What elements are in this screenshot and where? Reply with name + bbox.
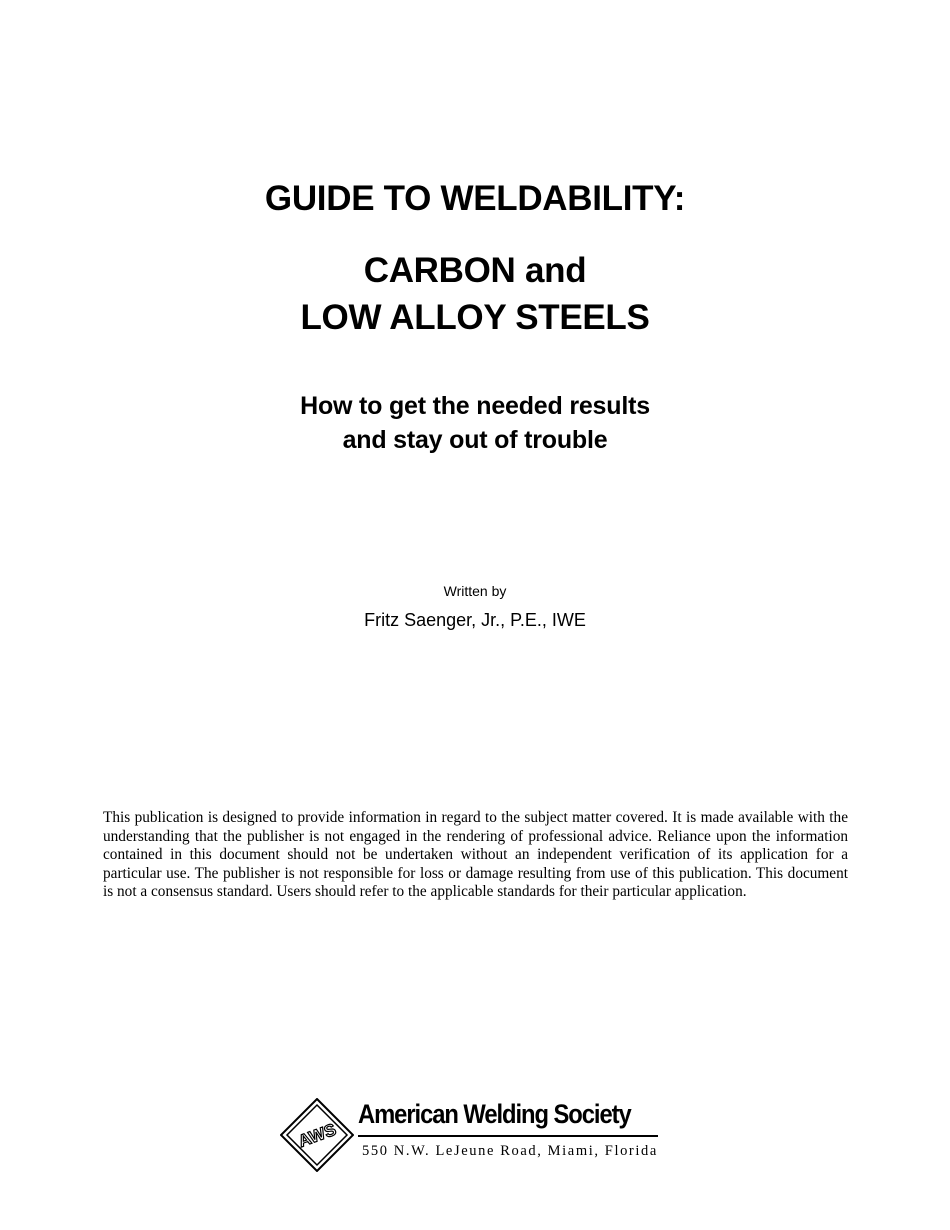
tagline-line-1: How to get the needed results: [300, 392, 650, 420]
publisher-address: 550 N.W. LeJeune Road, Miami, Florida: [362, 1143, 658, 1159]
publisher-divider: [358, 1135, 658, 1137]
subtitle-line-2: LOW ALLOY STEELS: [300, 298, 650, 337]
tagline: [0, 389, 950, 457]
publisher-name: American Welding Society: [358, 1099, 631, 1129]
aws-diamond-logo-icon: [280, 1098, 354, 1172]
disclaimer-text: This publication is designed to provide information in regard to the subject matter covered. It is made available with the understanding that the publisher is not engaged in the rendering of professional advice. Reliance upon the information contained in this document should not be undertaken without an independent verification of its application for a particular use. The publisher is not responsible for loss or damage resulting from use of this publication. This document is not a consensus standard. Users should refer to the applicable standards for their particular application.: [103, 809, 848, 901]
tagline-line-2: and stay out of trouble: [342, 426, 608, 454]
subtitle-line-1: CARBON and: [363, 251, 587, 290]
author-name: Fritz Saenger, Jr., P.E., IWE: [364, 610, 586, 630]
aws-logo-text: AWS: [295, 1119, 339, 1152]
written-by-label: Written by: [443, 583, 507, 599]
subtitle: [0, 247, 950, 341]
page-title: GUIDE TO WELDABILITY:: [264, 179, 686, 218]
publisher-block: [280, 1096, 680, 1176]
